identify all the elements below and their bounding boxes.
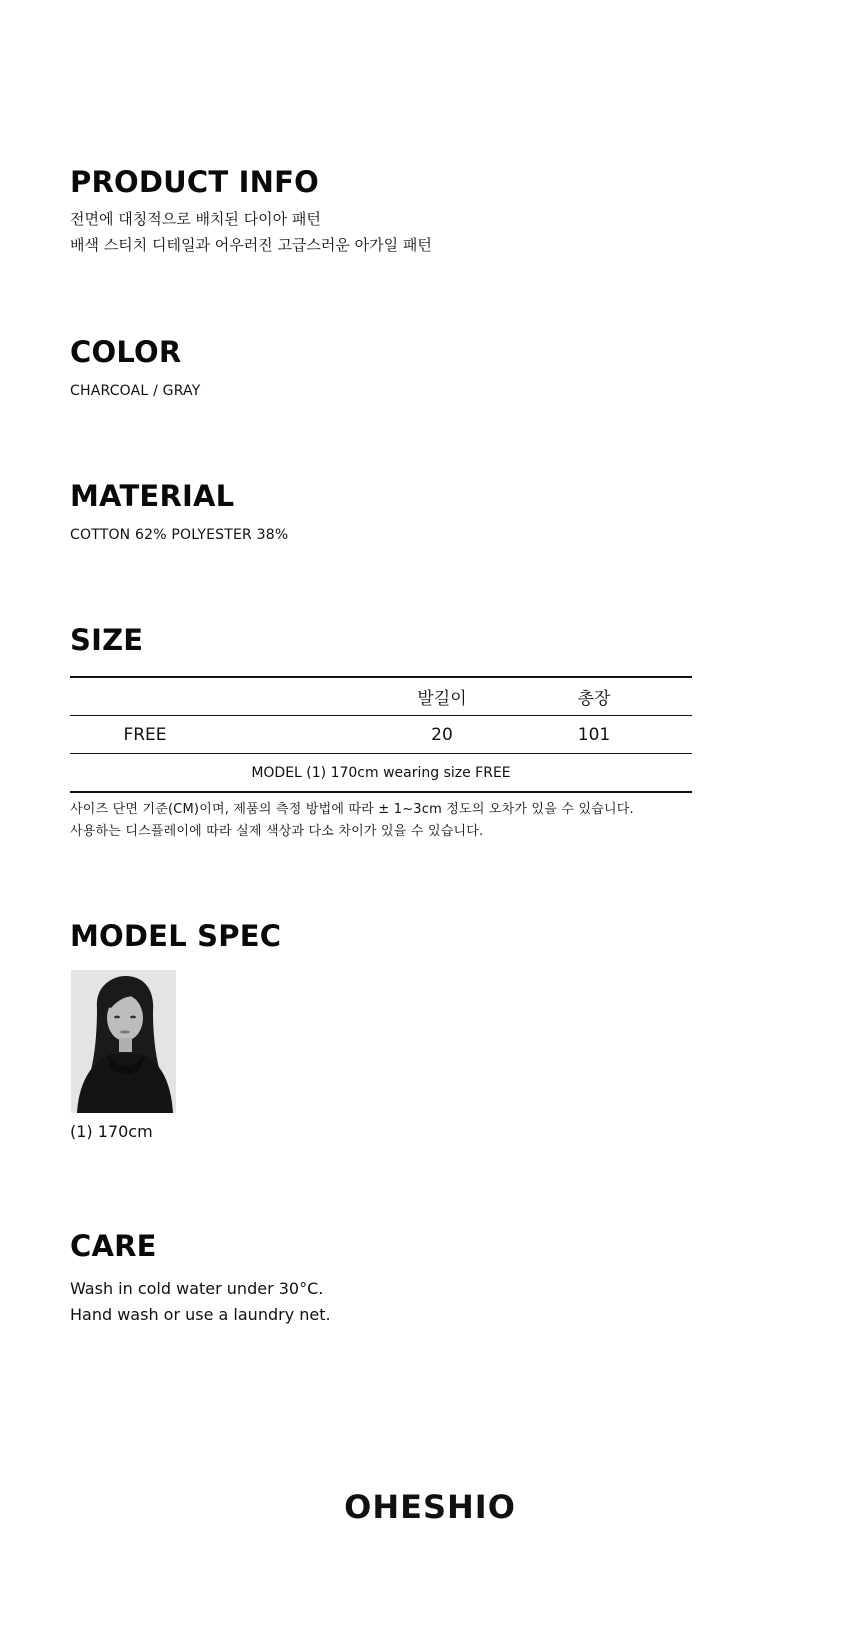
size-note-line: 사용하는 디스플레이에 따라 실제 색상과 다소 차이가 있을 수 있습니다. <box>70 824 484 839</box>
model-spec-section <box>70 918 281 954</box>
size-label-cell: FREE <box>70 716 366 754</box>
size-table-header-cell: 발길이 <box>366 677 518 716</box>
size-table <box>70 676 692 793</box>
color-section <box>70 334 201 404</box>
size-section <box>70 622 143 658</box>
size-table-header-row <box>70 677 692 716</box>
model-spec-heading: MODEL SPEC <box>70 919 282 953</box>
size-value-cell: 20 <box>366 716 518 754</box>
color-value: CHARCOAL / GRAY <box>70 383 201 399</box>
care-line: Hand wash or use a laundry net. <box>70 1305 331 1324</box>
size-value-cell: 101 <box>518 716 670 754</box>
size-notes <box>70 799 634 843</box>
size-table-model-row <box>70 754 692 793</box>
model-portrait-illustration <box>71 970 176 1113</box>
material-section <box>70 478 288 548</box>
product-info-line: 배색 스티치 디테일과 어우러진 고급스러운 아가일 패턴 <box>70 236 432 254</box>
color-heading: COLOR <box>70 335 182 369</box>
product-info-section <box>70 164 432 258</box>
size-table-header-cell <box>70 677 366 716</box>
size-table-header-cell: 총장 <box>518 677 670 716</box>
size-note-line: 사이즈 단면 기준(CM)이며, 제품의 측정 방법에 따라 ± 1~3cm 정도의 오차가 있을 수 있습니다. <box>70 802 634 817</box>
size-table-row <box>70 716 692 754</box>
product-info-line: 전면에 대칭적으로 배치된 다이아 패턴 <box>70 210 321 228</box>
care-line: Wash in cold water under 30°C. <box>70 1279 324 1298</box>
care-section <box>70 1228 331 1328</box>
model-photo <box>71 970 176 1113</box>
brand-logo: OHESHIO <box>344 1488 516 1526</box>
model-caption: (1) 170cm <box>70 1122 153 1141</box>
care-heading: CARE <box>70 1229 157 1263</box>
size-table-header-cell <box>670 677 692 716</box>
size-heading: SIZE <box>70 623 144 657</box>
product-info-heading: PRODUCT INFO <box>70 165 319 199</box>
material-value: COTTON 62% POLYESTER 38% <box>70 527 289 543</box>
model-wearing-note: MODEL (1) 170cm wearing size FREE <box>70 754 692 793</box>
size-value-cell <box>670 716 692 754</box>
material-heading: MATERIAL <box>70 479 235 513</box>
